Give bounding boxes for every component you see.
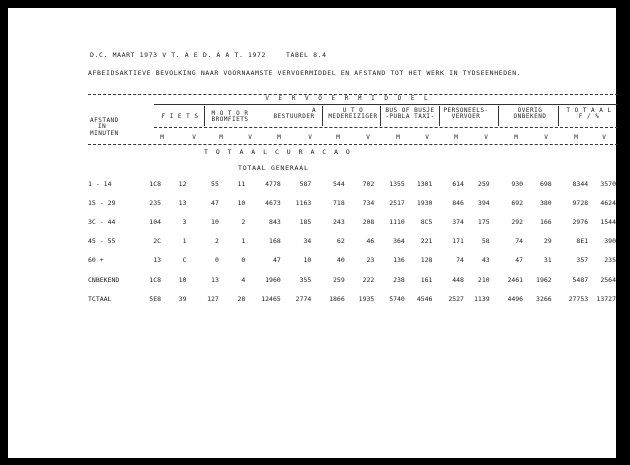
table-cell: 2564: [600, 275, 616, 284]
col-header-line: -PUBLA TAXI-: [385, 113, 435, 121]
table-number: TABEL 8.4: [286, 51, 327, 59]
table-cell: 8C5: [420, 217, 433, 226]
sub-v: V: [366, 134, 370, 141]
header-bottom-rule: [88, 144, 618, 145]
table-cell: 210: [477, 275, 490, 284]
table-cell: 718: [333, 198, 345, 207]
table-cell: 3570: [600, 179, 616, 188]
table-cell: 374: [452, 217, 464, 226]
table-cell: 1930: [416, 198, 433, 207]
sub-v: V: [192, 134, 196, 141]
table-cell: 4778: [265, 179, 281, 188]
table-cell: 1301: [416, 179, 433, 188]
table-cell: 1: [182, 237, 187, 246]
table-cell: 3266: [536, 294, 552, 303]
col-header-line: F I E T S: [161, 113, 199, 120]
table-cell: 222: [362, 275, 375, 284]
row-header-line: IN: [98, 123, 107, 131]
group-rule: [154, 104, 618, 105]
table-cell: 10: [237, 198, 246, 207]
table-cell: 31: [543, 256, 552, 265]
table-cell: 0: [241, 256, 246, 265]
table-cell: 28: [237, 294, 246, 303]
row-label: 15 - 29: [88, 198, 116, 207]
data-table-body: [88, 174, 616, 308]
table-cell: 27753: [568, 294, 589, 303]
col-header-line: A: [311, 107, 317, 114]
group-header: V E R V O E R M I D D E L: [265, 95, 431, 102]
table-cell: 161: [420, 275, 433, 284]
table-cell: 13: [211, 275, 219, 284]
table-cell: 380: [539, 198, 552, 207]
table-cell: 846: [452, 198, 464, 207]
col-header-personeel: [440, 108, 492, 121]
data-table: [88, 174, 616, 308]
sub-m: M: [336, 134, 340, 141]
table-cell: 357: [576, 256, 589, 265]
col-header-line: ONBEKEND: [513, 113, 547, 121]
sub-v: V: [544, 134, 548, 141]
table-subtitle: AFBEIDSAKTIEVE BEVOLKING NAAR VOORNAAMSTE VERVOERMIDDEL EN AFSTAND TOT HET WERK IN TYDSEENHEDEN.: [88, 69, 522, 77]
col-header-line: OVERIG: [517, 107, 543, 114]
table-cell: 1C8: [149, 275, 162, 284]
table-cell: C: [182, 256, 187, 265]
col-header-motor: [204, 111, 256, 124]
table-cell: 2C: [153, 237, 162, 246]
row-header-line: AFSTAND: [90, 117, 119, 124]
table-cell: 1962: [536, 275, 552, 284]
table-cell: 4624: [600, 198, 616, 207]
table-cell: 2: [241, 217, 246, 226]
table-cell: 58: [481, 237, 490, 246]
table-cell: 1139: [474, 294, 490, 303]
subheader-rule: [154, 127, 618, 128]
table-cell: 614: [452, 179, 464, 188]
table-cell: 13727: [596, 294, 616, 303]
page-title: D.C. MAART 1973 V T. A E D. A A T. 1972: [90, 51, 267, 59]
table-cell: 1960: [265, 275, 281, 284]
table-cell: 46: [366, 237, 375, 246]
table-cell: 235: [604, 256, 616, 265]
sub-m: M: [396, 134, 400, 141]
table-cell: 698: [539, 179, 552, 188]
row-header-line: MINUTEN: [90, 129, 119, 137]
table-cell: 128: [420, 256, 433, 265]
table-cell: 0: [214, 256, 219, 265]
table-cell: 243: [333, 217, 345, 226]
col-divider: [204, 106, 205, 126]
sub-m: M: [277, 134, 281, 141]
table-cell: 2527: [448, 294, 464, 303]
table-row: [88, 251, 616, 270]
table-row: [88, 212, 616, 231]
table-cell: 104: [149, 217, 162, 226]
table-cell: 34: [303, 237, 312, 246]
sub-m: M: [454, 134, 458, 141]
table-cell: 5740: [389, 294, 405, 303]
sub-m: M: [574, 134, 578, 141]
sub-v: V: [248, 134, 252, 141]
table-cell: 74: [515, 237, 524, 246]
col-divider: [498, 106, 499, 126]
row-header: [90, 118, 136, 137]
table-cell: 8E1: [576, 237, 589, 246]
table-cell: 43: [481, 256, 490, 265]
col-header-line: BROMFIETS: [211, 116, 249, 124]
col-header-line: T O T A A L: [566, 107, 612, 114]
table-cell: 692: [511, 198, 524, 207]
col-header-line: BUS OF BUSJE: [385, 107, 435, 114]
table-cell: 355: [299, 275, 312, 284]
sub-m: M: [219, 134, 223, 141]
table-cell: 1355: [389, 179, 405, 188]
table-row: [88, 270, 616, 289]
table-cell: 5E8: [149, 294, 162, 303]
sub-v: V: [484, 134, 488, 141]
table-cell: 62: [336, 237, 345, 246]
table-cell: 2461: [507, 275, 524, 284]
table-cell: 221: [420, 237, 433, 246]
col-header-fiets: [156, 114, 204, 120]
table-cell: 168: [269, 237, 281, 246]
table-cell: 4546: [416, 294, 433, 303]
row-label: TCTAAL: [88, 294, 112, 303]
col-header-line: M O T O R: [211, 110, 249, 117]
row-label: 45 - 55: [88, 237, 116, 246]
table-cell: 1C8: [149, 179, 162, 188]
table-cell: 843: [269, 217, 281, 226]
table-cell: 2517: [389, 198, 405, 207]
col-header-line: BESTUURDER: [273, 113, 315, 121]
table-cell: 9728: [572, 198, 589, 207]
table-cell: 394: [477, 198, 490, 207]
table-cell: 12465: [261, 294, 281, 303]
table-cell: 930: [511, 179, 524, 188]
col-header-line: U T O: [342, 107, 364, 114]
table-cell: 3: [182, 217, 187, 226]
table-cell: 364: [393, 237, 405, 246]
table-row: [88, 289, 616, 308]
table-cell: 259: [333, 275, 345, 284]
section-heading: T O T A A L C U R A C A O: [204, 148, 352, 156]
table-cell: 171: [452, 237, 464, 246]
table-cell: 13: [178, 198, 187, 207]
table-cell: 1866: [329, 294, 345, 303]
table-cell: 55: [211, 179, 219, 188]
table-cell: 1: [241, 237, 246, 246]
table-cell: 175: [477, 217, 490, 226]
table-cell: 235: [149, 198, 162, 207]
table-cell: 448: [452, 275, 464, 284]
table-cell: 2: [214, 237, 219, 246]
table-row: [88, 193, 616, 212]
row-label: 1 - 14: [88, 179, 112, 188]
table-cell: 1110: [389, 217, 405, 226]
col-header-line: F / %: [578, 113, 600, 121]
table-cell: 2774: [295, 294, 312, 303]
table-cell: 166: [539, 217, 552, 226]
table-cell: 185: [299, 217, 312, 226]
table-cell: 23: [366, 256, 375, 265]
table-cell: 127: [207, 294, 219, 303]
col-header-line: MEDEREIZIGER: [328, 113, 378, 121]
row-label: 3C - 44: [88, 217, 116, 226]
subsection-heading: TOTAAL GENERAAL: [238, 164, 309, 172]
col-header-overig: [502, 108, 558, 121]
table-cell: 4673: [265, 198, 281, 207]
table-cell: 29: [543, 237, 552, 246]
table-cell: 238: [393, 275, 405, 284]
table-cell: 47: [272, 256, 281, 265]
sub-v: V: [308, 134, 312, 141]
table-cell: 40: [336, 256, 345, 265]
col-divider: [322, 106, 323, 126]
table-cell: 10: [211, 217, 219, 226]
table-cell: 47: [211, 198, 219, 207]
table-cell: 2976: [572, 217, 589, 226]
table-row: [88, 232, 616, 251]
table-cell: 8344: [572, 179, 589, 188]
table-cell: 1935: [358, 294, 375, 303]
document-page: [8, 8, 616, 458]
col-header-line: PERSONEELS-: [443, 107, 489, 114]
col-header-totaal: [560, 108, 618, 121]
table-row: [88, 174, 616, 193]
col-divider: [380, 106, 381, 126]
table-cell: 74: [456, 256, 464, 265]
col-divider: [558, 106, 559, 126]
table-cell: 544: [333, 179, 345, 188]
col-header-line: VERVOER: [451, 113, 481, 121]
table-cell: 12: [178, 179, 187, 188]
table-cell: 10: [178, 275, 187, 284]
table-cell: 11: [237, 179, 246, 188]
table-cell: 5487: [572, 275, 589, 284]
table-cell: 1163: [295, 198, 312, 207]
table-cell: 208: [362, 217, 375, 226]
table-cell: 47: [515, 256, 524, 265]
row-label: CNBEKEND: [88, 275, 120, 284]
col-header-bus: [382, 108, 438, 121]
col-divider: [439, 106, 440, 126]
table-cell: 390: [604, 237, 616, 246]
table-cell: 136: [393, 256, 405, 265]
col-header-bestuurder: [262, 108, 326, 121]
table-cell: 10: [303, 256, 312, 265]
table-cell: 702: [362, 179, 375, 188]
sub-m: M: [514, 134, 518, 141]
sub-m: M: [160, 134, 164, 141]
table-cell: 587: [299, 179, 312, 188]
table-cell: 39: [178, 294, 187, 303]
sub-v: V: [425, 134, 429, 141]
sub-v: V: [602, 134, 606, 141]
row-label: 60 +: [88, 256, 104, 265]
table-cell: 1544: [600, 217, 616, 226]
table-cell: 292: [511, 217, 524, 226]
table-cell: 259: [477, 179, 490, 188]
col-header-medereiziger: [324, 108, 382, 121]
table-cell: 13: [153, 256, 162, 265]
table-cell: 734: [362, 198, 375, 207]
table-cell: 4496: [507, 294, 524, 303]
table-cell: 4: [241, 275, 246, 284]
